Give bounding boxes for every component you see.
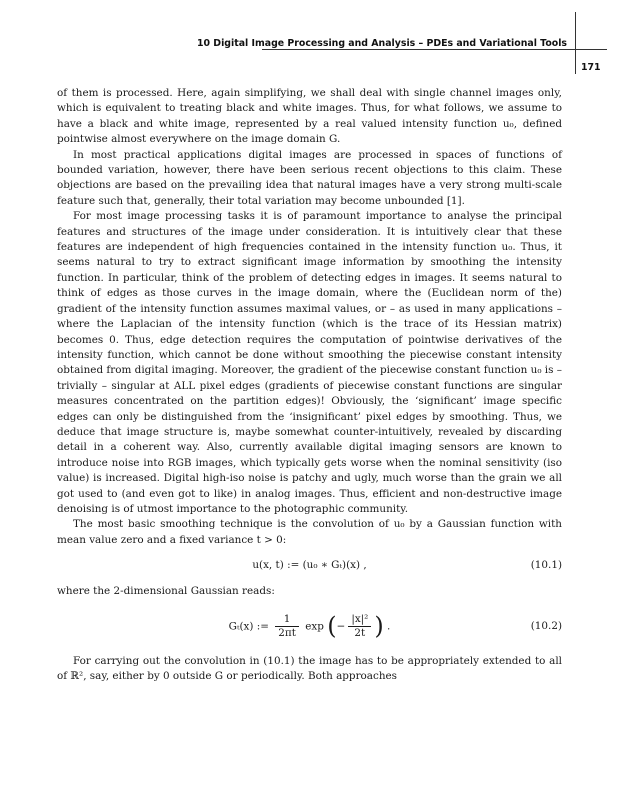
fraction-exponent bbox=[348, 613, 371, 640]
header-vertical-rule bbox=[575, 12, 576, 74]
fraction-denominator: 2πt bbox=[278, 627, 296, 640]
equation-10-2-number: (10.2) bbox=[530, 619, 562, 632]
paragraph-6: For carrying out the convolution in (10.1) the image has to be appropriately extended to all of ℝ², say, either by 0 outside G or periodically. Both approaches bbox=[57, 654, 562, 682]
running-header-title: 10 Digital Image Processing and Analysis – PDEs and Variational Tools bbox=[197, 38, 567, 49]
right-paren: ) bbox=[374, 611, 384, 640]
equation-10-1-number: (10.1) bbox=[530, 559, 562, 572]
paragraph-4: The most basic smoothing technique is the convolution of u₀ by a Gaussian function with mean value zero and a fixed variance t > 0: bbox=[57, 518, 562, 546]
exponent-numerator: |x|² bbox=[348, 613, 371, 627]
paragraph-5: where the 2-dimensional Gaussian reads: bbox=[57, 585, 275, 598]
equation-10-2-lhs: Gₜ(x) := bbox=[228, 620, 269, 633]
equation-10-1 bbox=[57, 548, 562, 584]
header-rule bbox=[262, 49, 607, 50]
exp-function: exp bbox=[305, 620, 324, 633]
left-paren: ( bbox=[327, 611, 337, 640]
page-number: 171 bbox=[581, 62, 601, 73]
paragraph-2: In most practical applications digital images are processed in spaces of functions of bounded variation, however, there have been serious recent objections to this claim. These objections are based on the prevailing idea that natural images have a very strong multi-scale feature such that, generally, their total variation may become unbounded [1]. bbox=[57, 148, 562, 207]
body-text bbox=[57, 86, 562, 684]
exponent-denominator: 2t bbox=[354, 627, 366, 640]
fraction-normalizer bbox=[275, 613, 299, 640]
minus-sign: − bbox=[336, 620, 346, 633]
equation-10-1-formula: u(x, t) := (u₀ ∗ Gₜ)(x) , bbox=[252, 559, 367, 572]
equation-10-2-period: . bbox=[387, 620, 391, 633]
paragraph-3: For most image processing tasks it is of paramount importance to analyse the principal features and structures of the image under consideration. It is intuitively clear that these features are independent of high frequencies contained in the intensity function u₀. Thus, it seems natural to try to extract significant image information by smoothing the intensity function. In particular, think of the problem of detecting edges in images. It seems natural to think of edges as those curves in the image domain, where the (Euclidean norm of the) gradient of the intensity function assumes maximal values, or – as used in many applications – where the Laplacian of the intensity function (which is the trace of its Hessian matrix) becomes 0. Thus, edge detection requires the computation of pointwise derivatives of the intensity function, which cannot be done without smoothing the piecewise constant intensity obtained from digital imaging. Moreover, the gradient of the piecewise constant function u₀ is – trivially – singular at ALL pixel edges (gradients of piecewise constant functions are singular measures concentrated on the partition edges)! Obviously, the ‘significant’ image specific edges can only be distinguished from the ‘insignificant’ pixel edges by smoothing. Thus, we deduce that image structure is, maybe somewhat counter-intuitively, revealed by discarding detail in a coherent way. Also, currently available digital imaging sensors are known to introduce noise into RGB images, which typically gets worse when the nominal sensitivity (iso value) is increased. Digital high-iso noise is patchy and ugly, much worse than the grain we all got used to (and even got to like) in analog images. Thus, efficient and non-destructive image denoising is of utmost importance to the photographic community. bbox=[57, 210, 562, 515]
equation-10-2-formula bbox=[57, 613, 502, 640]
paragraph-1: of them is processed. Here, again simplifying, we shall deal with single channel images only, which is equivalent to treating black and white images. Thus, for what follows, we assume to have a black and white image, represented by a real valued intensity function u₀, defined pointwise almost everywhere on the image domain G. bbox=[57, 87, 562, 146]
fraction-numerator: 1 bbox=[275, 613, 299, 627]
equation-10-2 bbox=[57, 600, 562, 654]
